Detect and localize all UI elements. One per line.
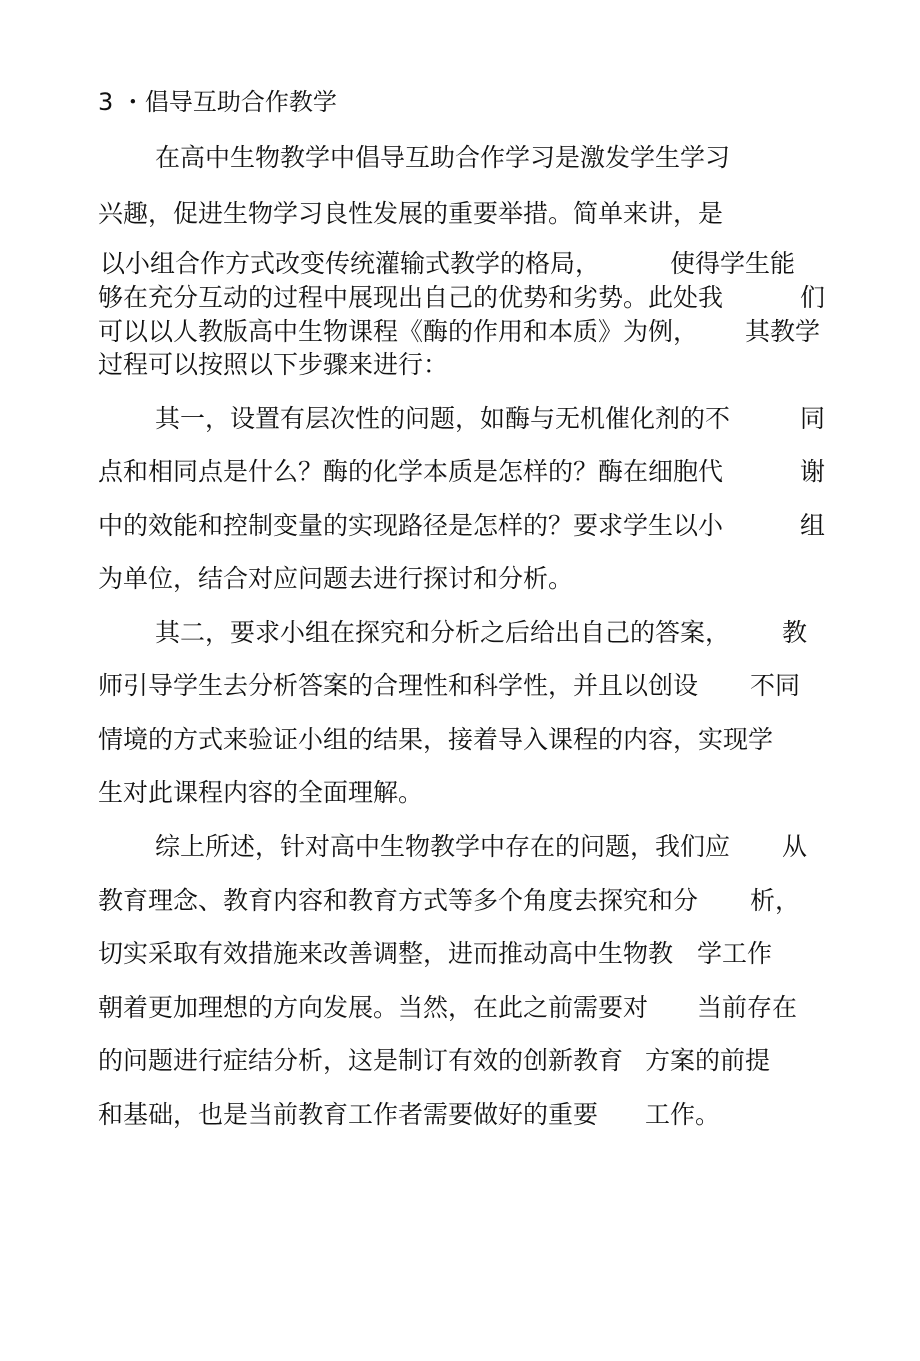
paragraph-2-line-1b: 同 (800, 404, 826, 433)
paragraph-1-line-5a: 可以以人教版高中生物课程《酶的作用和本质》为例， (98, 317, 699, 346)
paragraph-4-line-4a: 朝着更加理想的方向发展。当然，在此之前需要对 (98, 993, 649, 1022)
paragraph-4-line-6a: 和基础，也是当前教育工作者需要做好的重要 (98, 1100, 599, 1129)
paragraph-1-line-1: 在高中生物教学中倡导互助合作学习是激发学生学习 (155, 143, 731, 172)
paragraph-3-line-1b: 教 (782, 618, 808, 647)
paragraph-4-line-4b: 当前存在 (697, 993, 798, 1022)
paragraph-4-line-1b: 从 (782, 832, 808, 861)
paragraph-4-line-5b: 方案的前提 (645, 1046, 771, 1075)
paragraph-1-line-2: 兴趣，促进生物学习良性发展的重要举措。简单来讲，是 (98, 199, 724, 228)
section-heading: 3 ・倡导互助合作教学 (98, 88, 337, 116)
paragraph-1-line-4b: 们 (800, 283, 826, 312)
paragraph-4-line-6b: 工作。 (645, 1100, 721, 1129)
paragraph-1-line-4a: 够在充分互动的过程中展现出自己的优势和劣势。此处我 (98, 283, 724, 312)
paragraph-4-line-3a: 切实采取有效措施来改善调整，进而推动高中生物教 (98, 939, 674, 968)
paragraph-1-line-6: 过程可以按照以下步骤来进行： (98, 350, 449, 379)
paragraph-4-line-2a: 教育理念、教育内容和教育方式等多个角度去探究和分 (98, 886, 699, 915)
paragraph-4-line-2b: 析， (750, 886, 801, 915)
paragraph-3-line-2b: 不同 (750, 671, 801, 700)
paragraph-4-line-1a: 综上所述，针对高中生物教学中存在的问题，我们应 (155, 832, 731, 861)
paragraph-1-line-3b: 使得学生能 (670, 249, 796, 278)
paragraph-4-line-3b: 学工作 (697, 939, 773, 968)
paragraph-1-line-3a: 以小组合作方式改变传统灌输式教学的格局， (100, 249, 601, 278)
paragraph-2-line-3b: 组 (800, 511, 826, 540)
paragraph-2-line-3a: 中的效能和控制变量的实现路径是怎样的？要求学生以小 (98, 511, 724, 540)
paragraph-2-line-4: 为单位，结合对应问题去进行探讨和分析。 (98, 564, 574, 593)
paragraph-2-line-2b: 谢 (800, 457, 826, 486)
paragraph-3-line-2a: 师引导学生去分析答案的合理性和科学性，并且以创设 (98, 671, 699, 700)
paragraph-3-line-3: 情境的方式来验证小组的结果，接着导入课程的内容，实现学 (98, 725, 774, 754)
paragraph-2-line-1a: 其一，设置有层次性的问题，如酶与无机催化剂的不 (155, 404, 731, 433)
paragraph-1-line-5b: 其教学 (745, 317, 821, 346)
paragraph-2-line-2a: 点和相同点是什么？酶的化学本质是怎样的？酶在细胞代 (98, 457, 724, 486)
paragraph-4-line-5a: 的问题进行症结分析，这是制订有效的创新教育 (98, 1046, 624, 1075)
paragraph-3-line-1a: 其二，要求小组在探究和分析之后给出自己的答案， (155, 618, 731, 647)
paragraph-3-line-4: 生对此课程内容的全面理解。 (98, 778, 424, 807)
